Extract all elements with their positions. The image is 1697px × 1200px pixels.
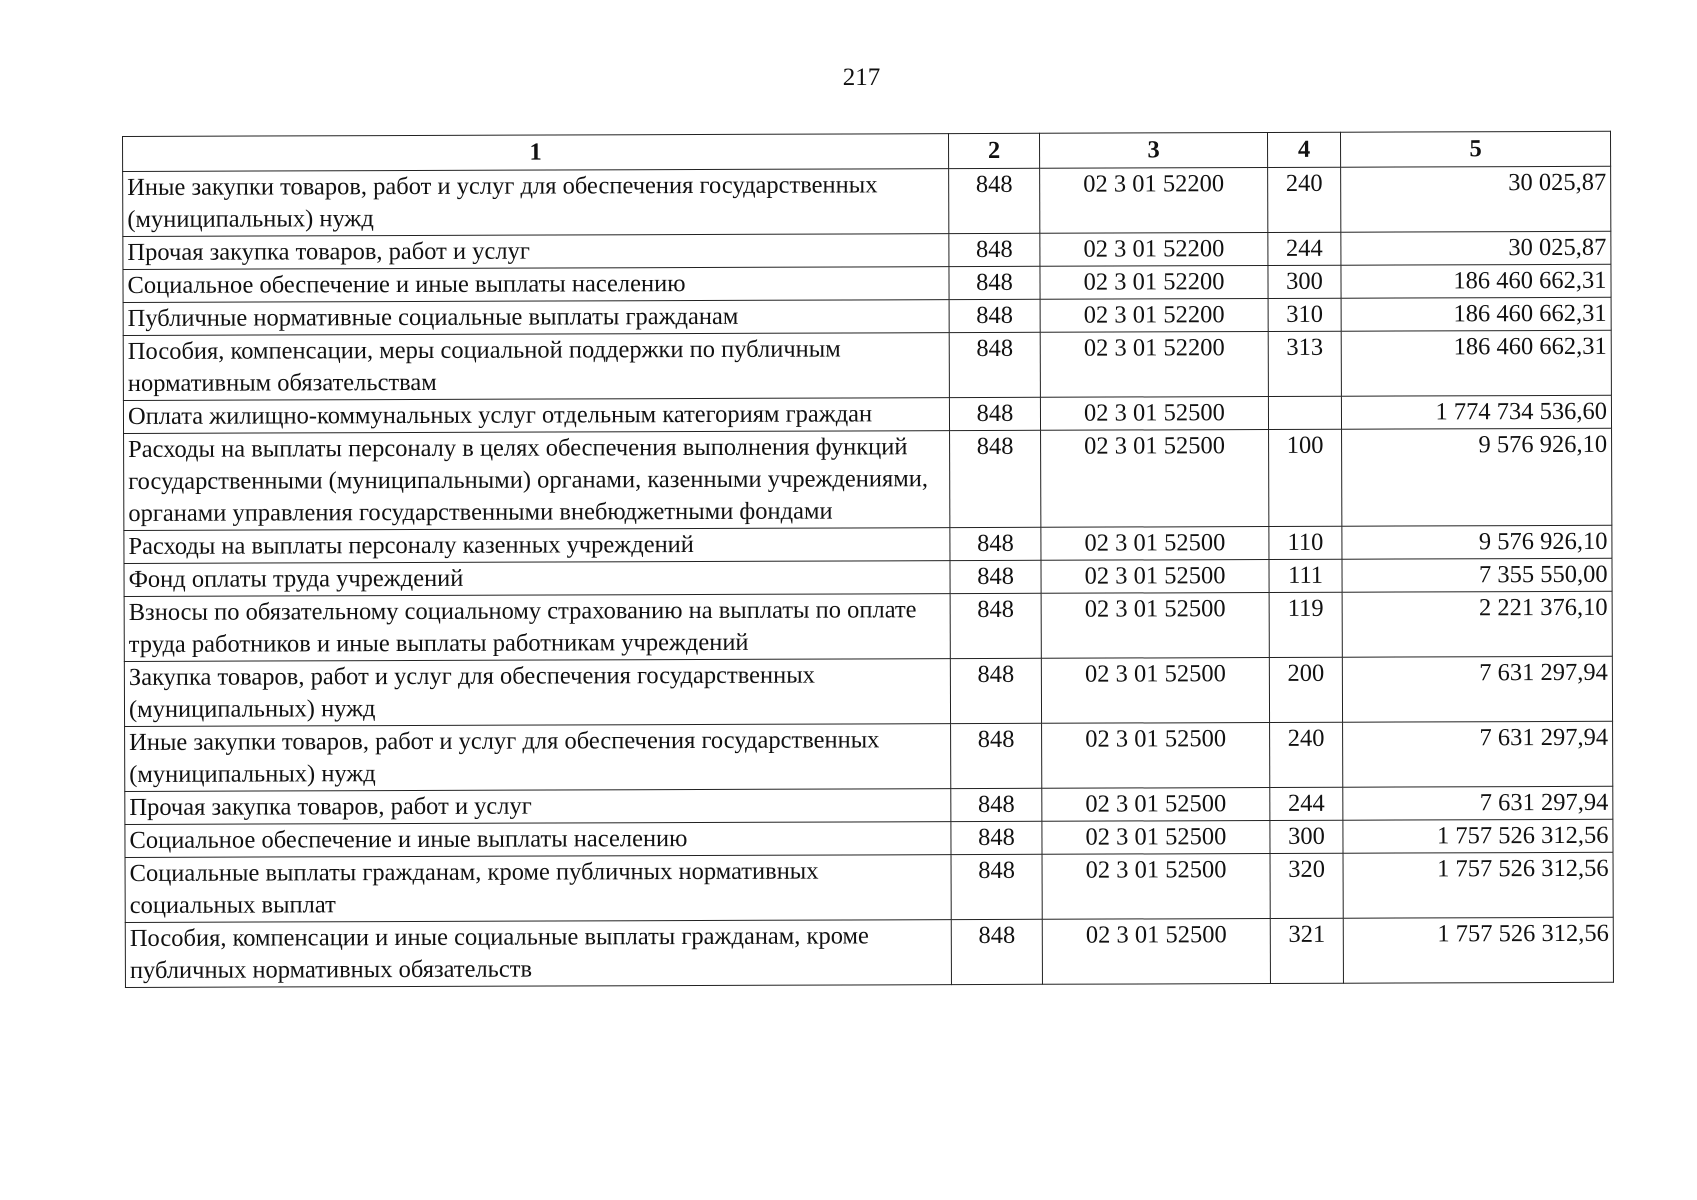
- cell-target-code: 02 3 01 52500: [1041, 526, 1269, 560]
- cell-expense-type: 110: [1269, 526, 1342, 559]
- table-row: [125, 786, 1613, 824]
- table-row: [125, 721, 1613, 791]
- cell-target-code: 02 3 01 52500: [1042, 918, 1270, 984]
- cell-expense-type: 300: [1268, 265, 1341, 298]
- cell-expense-type: 320: [1270, 853, 1343, 918]
- cell-name: Прочая закупка товаров, работ и услуг: [125, 789, 951, 825]
- column-header-4: 4: [1267, 132, 1340, 167]
- table-row: [124, 656, 1612, 726]
- cell-admin-code: 848: [949, 332, 1040, 397]
- cell-admin-code: 848: [949, 233, 1040, 266]
- cell-target-code: 02 3 01 52500: [1042, 820, 1270, 854]
- cell-amount: 9 576 926,10: [1342, 428, 1612, 526]
- cell-name: Расходы на выплаты персоналу казенных учреждений: [124, 528, 950, 564]
- table-row: [125, 917, 1613, 987]
- cell-expense-type: 100: [1269, 429, 1342, 526]
- cell-name: Фонд оплаты труда учреждений: [124, 561, 950, 597]
- cell-admin-code: 848: [950, 430, 1041, 527]
- cell-expense-type: 244: [1270, 787, 1343, 820]
- table-row: [125, 819, 1613, 857]
- cell-target-code: 02 3 01 52200: [1040, 233, 1268, 267]
- cell-admin-code: 848: [950, 658, 1041, 723]
- cell-expense-type: 111: [1269, 559, 1342, 592]
- cell-expense-type: 119: [1269, 592, 1342, 657]
- cell-expense-type: 244: [1268, 232, 1341, 265]
- cell-name: Иные закупки товаров, работ и услуг для обеспечения государственных (муниципальных) нужд: [123, 169, 949, 237]
- cell-amount: 186 460 662,31: [1341, 297, 1611, 331]
- cell-amount: 2 221 376,10: [1342, 591, 1612, 657]
- cell-amount: 9 576 926,10: [1342, 525, 1612, 559]
- cell-target-code: 02 3 01 52200: [1040, 266, 1268, 300]
- cell-admin-code: 848: [951, 723, 1042, 788]
- column-header-2: 2: [948, 133, 1039, 168]
- cell-target-code: 02 3 01 52200: [1040, 332, 1268, 398]
- column-header-3: 3: [1039, 133, 1267, 169]
- cell-name: Публичные нормативные социальные выплаты гражданам: [123, 300, 949, 336]
- cell-target-code: 02 3 01 52500: [1042, 722, 1270, 788]
- cell-amount: 1 774 734 536,60: [1341, 395, 1611, 429]
- cell-amount: 1 757 526 312,56: [1343, 917, 1613, 983]
- table-row: [123, 330, 1611, 400]
- cell-expense-type: 200: [1269, 657, 1342, 722]
- cell-admin-code: 848: [949, 168, 1040, 233]
- cell-target-code: 02 3 01 52500: [1042, 853, 1270, 919]
- cell-admin-code: 848: [951, 821, 1042, 854]
- page-number: 217: [842, 64, 881, 91]
- cell-target-code: 02 3 01 52500: [1041, 429, 1269, 527]
- cell-amount: 186 460 662,31: [1341, 330, 1611, 396]
- cell-expense-type: [1268, 396, 1341, 429]
- cell-target-code: 02 3 01 52500: [1042, 787, 1270, 821]
- cell-target-code: 02 3 01 52500: [1041, 592, 1269, 658]
- cell-amount: 186 460 662,31: [1341, 264, 1611, 298]
- cell-admin-code: 848: [950, 593, 1041, 658]
- cell-expense-type: 240: [1270, 722, 1343, 787]
- cell-target-code: 02 3 01 52500: [1040, 396, 1268, 430]
- cell-expense-type: 240: [1268, 167, 1341, 232]
- table-row: [124, 558, 1612, 596]
- table-row: [124, 428, 1612, 530]
- column-header-1: 1: [123, 134, 949, 172]
- header-row: [123, 131, 1611, 171]
- cell-amount: 30 025,87: [1341, 231, 1611, 265]
- table-row: [124, 525, 1612, 563]
- cell-name: Пособия, компенсации и иные социальные выплаты гражданам, кроме публичных нормативных обязательств: [125, 920, 951, 988]
- cell-name: Социальное обеспечение и иные выплаты населению: [125, 822, 951, 858]
- cell-name: Социальные выплаты гражданам, кроме публичных нормативных социальных выплат: [125, 855, 951, 923]
- cell-admin-code: 848: [951, 788, 1042, 821]
- table-row: [123, 264, 1611, 302]
- cell-expense-type: 300: [1270, 820, 1343, 853]
- table-row: [123, 166, 1611, 236]
- table-row: [125, 852, 1613, 922]
- table-row: [123, 231, 1611, 269]
- cell-target-code: 02 3 01 52200: [1040, 168, 1268, 234]
- budget-table: [122, 131, 1614, 988]
- cell-expense-type: 321: [1270, 918, 1343, 983]
- table-body: [123, 166, 1614, 987]
- table-row: [123, 395, 1611, 433]
- cell-amount: 7 631 297,94: [1342, 656, 1612, 722]
- column-header-5: 5: [1340, 131, 1610, 167]
- cell-name: Взносы по обязательному социальному страхованию на выплаты по оплате труда работников и иные выплаты работникам учреждений: [124, 594, 950, 662]
- cell-admin-code: 848: [949, 266, 1040, 299]
- cell-target-code: 02 3 01 52500: [1041, 657, 1269, 723]
- cell-amount: 7 355 550,00: [1342, 558, 1612, 592]
- cell-name: Расходы на выплаты персоналу в целях обеспечения выполнения функций государственными (муниципальными) органами, казенными учреждениями, органами управления государственными внебюджетными фондами: [124, 431, 950, 531]
- cell-target-code: 02 3 01 52500: [1041, 559, 1269, 593]
- cell-amount: 30 025,87: [1341, 166, 1611, 232]
- cell-admin-code: 848: [949, 397, 1040, 430]
- cell-admin-code: 848: [951, 919, 1042, 984]
- table-row: [123, 297, 1611, 335]
- cell-name: Закупка товаров, работ и услуг для обеспечения государственных (муниципальных) нужд: [124, 659, 950, 727]
- cell-amount: 7 631 297,94: [1343, 721, 1613, 787]
- table-row: [124, 591, 1612, 661]
- cell-amount: 1 757 526 312,56: [1343, 819, 1613, 853]
- cell-admin-code: 848: [950, 560, 1041, 593]
- cell-amount: 7 631 297,94: [1343, 786, 1613, 820]
- cell-admin-code: 848: [951, 854, 1042, 919]
- cell-name: Иные закупки товаров, работ и услуг для обеспечения государственных (муниципальных) нужд: [125, 724, 951, 792]
- cell-target-code: 02 3 01 52200: [1040, 299, 1268, 333]
- cell-name: Оплата жилищно-коммунальных услуг отдельным категориям граждан: [123, 398, 949, 434]
- cell-name: Социальное обеспечение и иные выплаты населению: [123, 267, 949, 303]
- cell-expense-type: 313: [1268, 331, 1341, 396]
- cell-name: Прочая закупка товаров, работ и услуг: [123, 234, 949, 270]
- cell-expense-type: 310: [1268, 298, 1341, 331]
- cell-name: Пособия, компенсации, меры социальной поддержки по публичным нормативным обязательствам: [123, 333, 949, 401]
- cell-admin-code: 848: [950, 527, 1041, 560]
- cell-admin-code: 848: [949, 299, 1040, 332]
- cell-amount: 1 757 526 312,56: [1343, 852, 1613, 918]
